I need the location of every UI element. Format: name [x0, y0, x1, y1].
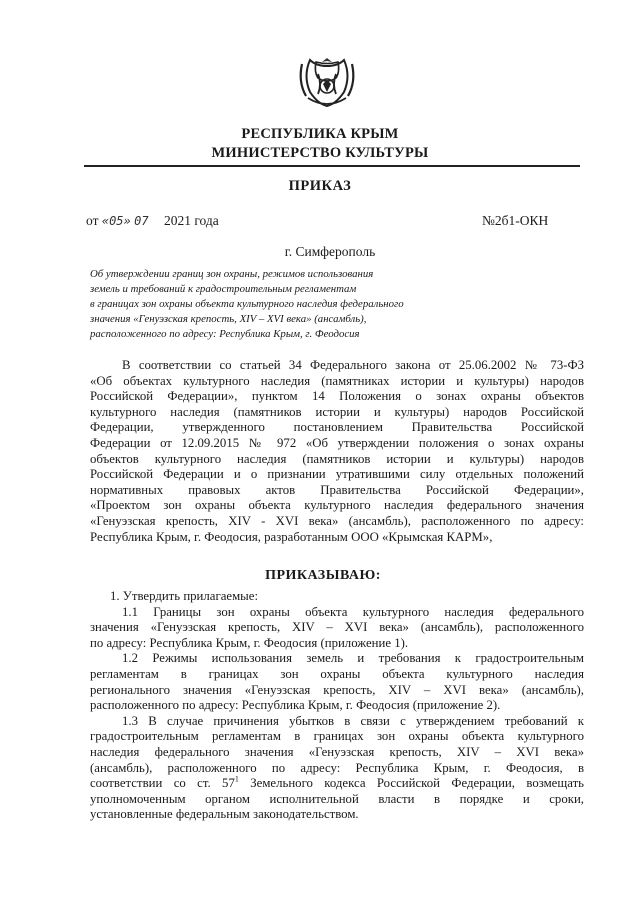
order-items: [90, 589, 584, 823]
item-1-2-line: расположенного по адресу: Республика Крым, г. Феодосия (приложение 2).: [90, 698, 501, 713]
order-number: №2б1-ОКН: [482, 213, 549, 228]
crimea-coat-of-arms-icon: [296, 52, 358, 110]
subject-line: расположенного по адресу: Республика Крым, г. Феодосия: [90, 328, 360, 340]
preamble-line: «Генуэзская крепость, XIV - XVI века» (ансамбль), расположенного по адресу:: [90, 513, 584, 528]
order-subject: [90, 267, 470, 342]
org-name-ministry: МИНИСТЕРСТВО КУЛЬТУРЫ: [211, 145, 429, 161]
item-1-1-line: по адресу: Республика Крым, г. Феодосия (приложение 1).: [90, 635, 409, 650]
order-date: [86, 213, 219, 229]
article-superscript: 1: [234, 774, 239, 784]
item-1-3-line: [90, 776, 584, 792]
preamble-line: объектов культурного наследия (памятников истории и культуры) народов: [90, 451, 584, 466]
item-1-3-line: 1.3 В случае причинения убытков в связи с утверждением требований к: [122, 713, 584, 728]
item-1-3-line: (ансамбль), расположенного по адресу: Республика Крым, г. Феодосия, в: [90, 760, 584, 775]
item-1-3-line: установленные федеральным законодательством.: [90, 807, 359, 822]
preamble-line: Российской Федерации и о признании утратившими силу отдельных положений: [90, 467, 584, 482]
item-1-3-text: Земельного кодекса Российской Федерации, возмещать: [238, 776, 584, 791]
item-1-3-line: градостроительным регламентам в границах зон охраны объекта культурного: [90, 729, 584, 744]
preamble-line: Федерации от 12.09.2015 № 972 «Об утверждении положения о зонах охраны: [90, 435, 584, 450]
item-1-3-text: соответствии со ст. 57: [90, 776, 235, 791]
item-1-2-line: регионального значения «Генуэзская крепость, XIV – XVI века» (ансамбль),: [90, 682, 584, 697]
preamble-line: «Об объектах культурного наследия (памятниках истории и культуры) народов: [90, 373, 584, 388]
preamble-line: нормативных правовых актов Правительства Российской Федерации»,: [90, 482, 584, 497]
header-divider: [84, 165, 580, 167]
date-prefix: от: [86, 213, 99, 228]
date-year: 2021 года: [163, 213, 219, 228]
item-1: 1. Утвердить прилагаемые:: [110, 589, 259, 603]
item-1-2-line: 1.2 Режимы использования земель и требования к градостроительным: [122, 651, 584, 666]
item-1-3-line: уполномоченным органом исполнительной власти в порядке и сроки,: [90, 791, 584, 806]
date-month: 07: [134, 214, 149, 228]
document-title: ПРИКАЗ: [288, 178, 352, 194]
subject-line: Об утверждении границ зон охраны, режимов использования: [90, 268, 374, 280]
preamble-line: «Проектом зон охраны объекта культурного наследия федерального значения: [90, 498, 584, 513]
item-1-1-line: 1.1 Границы зон охраны объекта культурного наследия федерального: [122, 604, 584, 619]
city: г. Симферополь: [284, 244, 376, 259]
subject-line: значения «Генуэзская крепость, XIV – XVI века» (ансамбль),: [90, 313, 367, 325]
preamble-line: культурного наследия (памятников истории и культуры) народов Российской: [90, 404, 584, 419]
item-1-2-line: регламентам в границах зон охраны объекта культурного наследия: [90, 666, 584, 681]
date-day: «05»: [101, 214, 131, 228]
decree-word: ПРИКАЗЫВАЮ:: [265, 568, 381, 583]
preamble-line: В соответствии со статьей 34 Федерального закона от 25.06.2002 № 73-ФЗ: [122, 358, 584, 372]
subject-line: земель и требований к градостроительным регламентам: [90, 283, 357, 295]
preamble: [90, 358, 584, 545]
preamble-line: Республика Крым, г. Феодосия, разработанным ООО «Крымская КАРМ»,: [90, 529, 493, 544]
item-1-1-line: значения «Генуэзская крепость, XIV – XVI века» (ансамбль), расположенного: [90, 620, 584, 635]
preamble-line: Федерации, утвержденного постановлением Правительства Российской: [90, 420, 584, 435]
item-1-3-line: наследия федерального значения «Генуэзская крепость, XIV – XVI века»: [90, 744, 584, 759]
preamble-line: Российской Федерации», пунктом 14 Положения о зонах охраны объектов: [90, 389, 584, 404]
subject-line: в границах зон охраны объекта культурного наследия федерального: [90, 298, 404, 310]
org-name-republic: РЕСПУБЛИКА КРЫМ: [241, 126, 399, 142]
